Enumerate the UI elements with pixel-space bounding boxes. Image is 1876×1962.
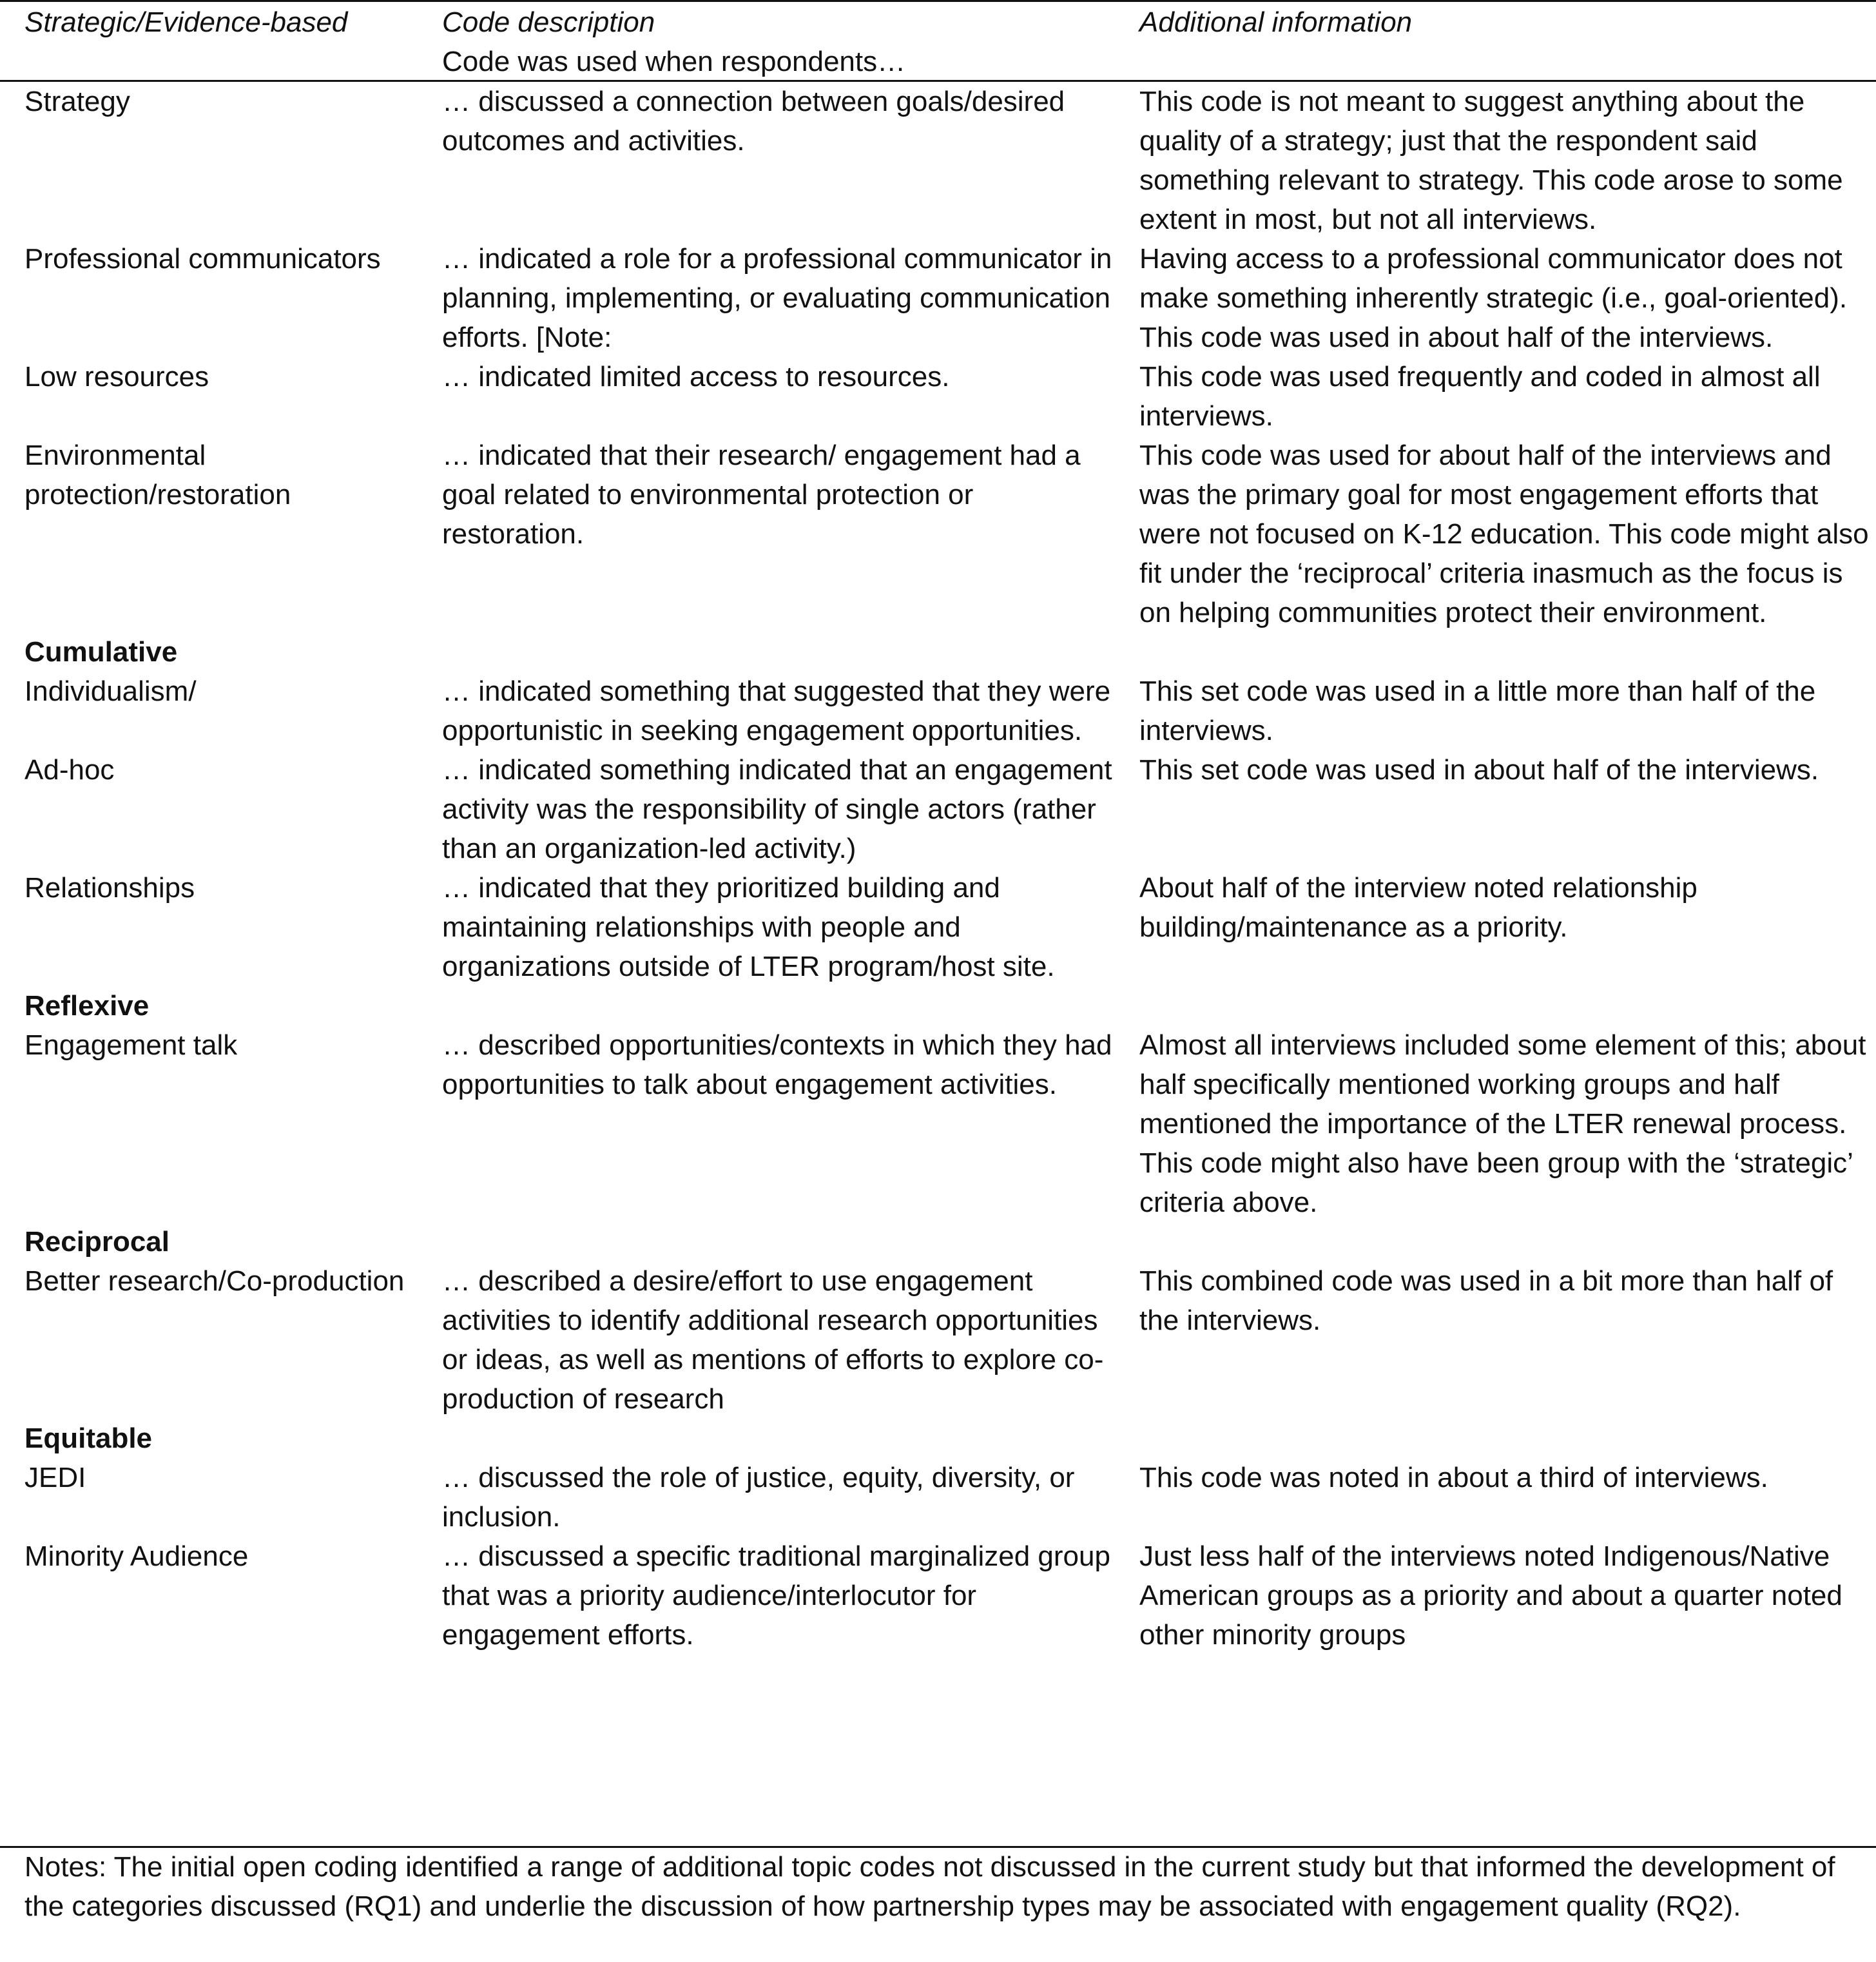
code-cell: Strategy	[24, 86, 130, 117]
code-cell: Low resources	[24, 361, 209, 393]
section-title-cumulative: Cumulative	[24, 636, 178, 668]
table-top-rule	[0, 0, 1876, 2]
info-cell: This code was used frequently and coded in almost all interviews.	[1139, 361, 1821, 432]
description-cell: … indicated limited access to resources.	[442, 361, 950, 393]
table-row	[0, 1458, 1876, 1537]
info-cell: This code is not meant to suggest anything about the quality of a strategy; just that the respondent said something relevant to strategy. This code arose to some extent in most, but not all interviews.	[1139, 86, 1843, 235]
info-cell: Almost all interviews included some element of this; about half specifically mentioned working groups and half mentioned the importance of the LTER renewal process. This code might also have been group with the ‘strategic’ criteria above.	[1139, 1029, 1866, 1218]
description-cell: … indicated a role for a professional communicator in planning, implementing, or evaluating communication efforts. [Note:	[442, 243, 1112, 353]
code-cell: Minority Audience	[24, 1540, 249, 1572]
description-cell: … discussed a specific traditional marginalized group that was a priority audience/interlocutor for engagement efforts.	[442, 1540, 1110, 1651]
table-row	[0, 672, 1876, 750]
table-row	[0, 436, 1876, 632]
description-cell: … discussed a connection between goals/desired outcomes and activities.	[442, 86, 1065, 157]
code-cell: Environmental protection/restoration	[24, 440, 291, 510]
info-cell: This set code was used in about half of the interviews.	[1139, 754, 1819, 786]
header-col-code-description-sub: Code was used when respondents…	[442, 46, 906, 77]
table-row	[0, 82, 1876, 239]
code-cell: Relationships	[24, 872, 195, 904]
info-cell: Just less half of the interviews noted Indigenous/Native American groups as a priority and about a quarter noted other minority groups	[1139, 1540, 1842, 1651]
code-cell: Professional communicators	[24, 243, 381, 275]
info-cell: Having access to a professional communicator does not make something inherently strategic (i.e., goal-oriented). This code was used in about half of the interviews.	[1139, 243, 1848, 353]
description-cell: … described opportunities/contexts in which they had opportunities to talk about engagement activities.	[442, 1029, 1112, 1100]
code-cell: Ad-hoc	[24, 754, 115, 786]
code-cell: JEDI	[24, 1462, 86, 1493]
table-row	[0, 750, 1876, 868]
info-cell: This set code was used in a little more than half of the interviews.	[1139, 675, 1816, 746]
header-col-additional-info: Additional information	[1139, 6, 1413, 38]
code-cell: Better research/Co-production	[24, 1265, 405, 1297]
code-cell: Engagement talk	[24, 1029, 238, 1061]
table-row	[0, 868, 1876, 986]
description-cell: … described a desire/effort to use engagement activities to identify additional research opportunities or ideas, as well as mentions of efforts to explore co-production of research	[442, 1265, 1104, 1415]
description-cell: … indicated that they prioritized building and maintaining relationships with people and organizations outside of LTER program/host site.	[442, 872, 1055, 982]
section-title-reciprocal: Reciprocal	[24, 1226, 169, 1258]
table-header	[0, 3, 1876, 79]
header-col-strategic: Strategic/Evidence-based	[24, 6, 348, 38]
table-row	[0, 1261, 1876, 1419]
table-row	[0, 357, 1876, 436]
table-row	[0, 239, 1876, 357]
table-row	[0, 1025, 1876, 1222]
description-cell: … indicated something indicated that an engagement activity was the responsibility of single actors (rather than an organization-led activity.)	[442, 754, 1112, 864]
code-cell: Individualism/	[24, 675, 197, 707]
table-body	[0, 82, 1876, 1655]
info-cell: This code was noted in about a third of interviews.	[1139, 1462, 1768, 1493]
description-cell: … indicated that their research/ engagement had a goal related to environmental protection or restoration.	[442, 440, 1081, 550]
section-title-reflexive: Reflexive	[24, 990, 150, 1022]
table-notes: Notes: The initial open coding identified a range of additional topic codes not discussed in the current study but that informed the development of the categories discussed (RQ1) and underlie the discussion of how partnership types may be associated with engagement quality (RQ2).	[24, 1851, 1835, 1922]
info-cell: About half of the interview noted relationship building/maintenance as a priority.	[1139, 872, 1697, 943]
info-cell: This combined code was used in a bit more than half of the interviews.	[1139, 1265, 1833, 1336]
info-cell: This code was used for about half of the interviews and was the primary goal for most engagement efforts that were not focused on K-12 education. This code might also fit under the ‘reciprocal’ criteria inasmuch as the focus is on helping communities protect their environment.	[1139, 440, 1869, 628]
section-title-equitable: Equitable	[24, 1423, 153, 1454]
table-row	[0, 1537, 1876, 1655]
header-col-code-description: Code description	[442, 6, 655, 38]
description-cell: … discussed the role of justice, equity, diversity, or inclusion.	[442, 1462, 1075, 1533]
description-cell: … indicated something that suggested that they were opportunistic in seeking engagement opportunities.	[442, 675, 1111, 746]
